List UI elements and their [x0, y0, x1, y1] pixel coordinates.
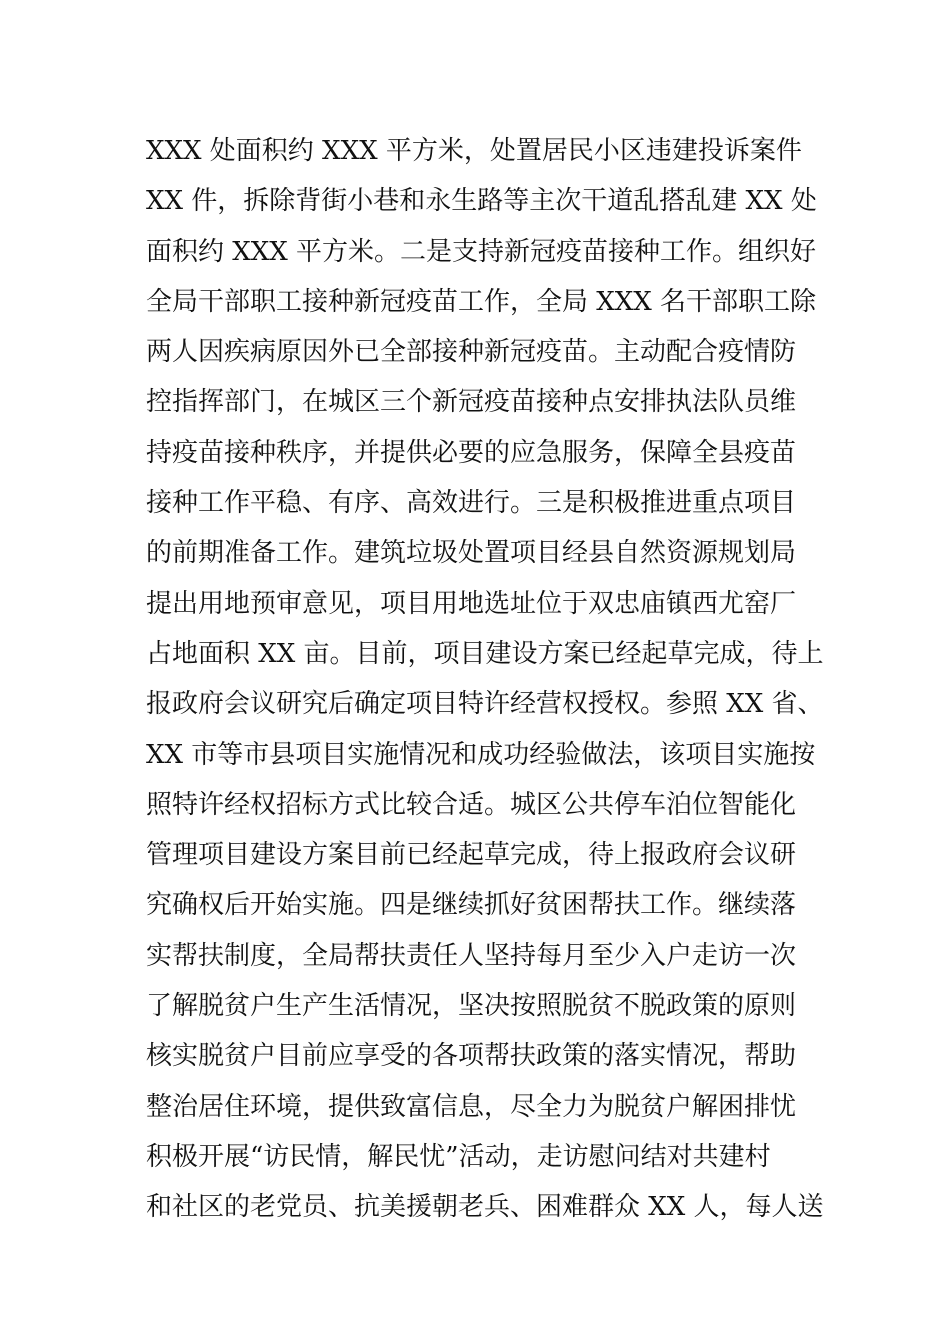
body-text — [146, 126, 824, 1233]
text-line: 占地面积 XX 亩。目前，项目建设方案已经起草完成，待上 — [146, 638, 824, 669]
text-line: 提出用地预审意见，项目用地选址位于双忠庙镇西尤窑厂 — [146, 588, 797, 619]
text-line: 接种工作平稳、有序、高效进行。三是积极推进重点项目 — [146, 488, 797, 519]
text-line: 实帮扶制度，全局帮扶责任人坚持每月至少入户走访一次 — [146, 940, 797, 971]
text-line: 报政府会议研究后确定项目特许经营权授权。参照 XX 省、 — [146, 689, 824, 720]
text-line: 照特许经权招标方式比较合适。城区公共停车泊位智能化 — [146, 789, 797, 820]
text-line: 两人因疾病原因外已全部接种新冠疫苗。主动配合疫情防 — [146, 337, 797, 368]
text-line: 的前期准备工作。建筑垃圾处置项目经县自然资源规划局 — [146, 538, 797, 569]
text-line: 持疫苗接种秩序，并提供必要的应急服务，保障全县疫苗 — [146, 437, 797, 468]
text-line: 究确权后开始实施。四是继续抓好贫困帮扶工作。继续落 — [146, 890, 797, 921]
text-line: XX 件，拆除背街小巷和永生路等主次干道乱搭乱建 XX 处 — [146, 186, 817, 217]
text-line: 整治居住环境，提供致富信息，尽全力为脱贫户解困排忧 — [146, 1091, 797, 1122]
text-line: 和社区的老党员、抗美援朝老兵、困难群众 XX 人，每人送 — [146, 1192, 824, 1223]
text-line: 控指挥部门，在城区三个新冠疫苗接种点安排执法队员维 — [146, 387, 797, 418]
text-line: 面积约 XXX 平方米。二是支持新冠疫苗接种工作。组织好 — [146, 236, 817, 267]
text-line: 管理项目建设方案目前已经起草完成，待上报政府会议研 — [146, 840, 797, 871]
text-line: 全局干部职工接种新冠疫苗工作，全局 XXX 名干部职工除 — [146, 286, 817, 317]
text-line: 积极开展“访民情，解民忧”活动，走访慰问结对共建村 — [146, 1141, 771, 1172]
text-line: XXX 处面积约 XXX 平方米，处置居民小区违建投诉案件 — [146, 136, 802, 166]
text-line: 核实脱贫户目前应享受的各项帮扶政策的落实情况，帮助 — [146, 1041, 797, 1072]
text-line: XX 市等市县项目实施情况和成功经验做法，该项目实施按 — [146, 739, 816, 770]
text-line: 了解脱贫户生产生活情况，坚决按照脱贫不脱政策的原则 — [146, 991, 797, 1022]
